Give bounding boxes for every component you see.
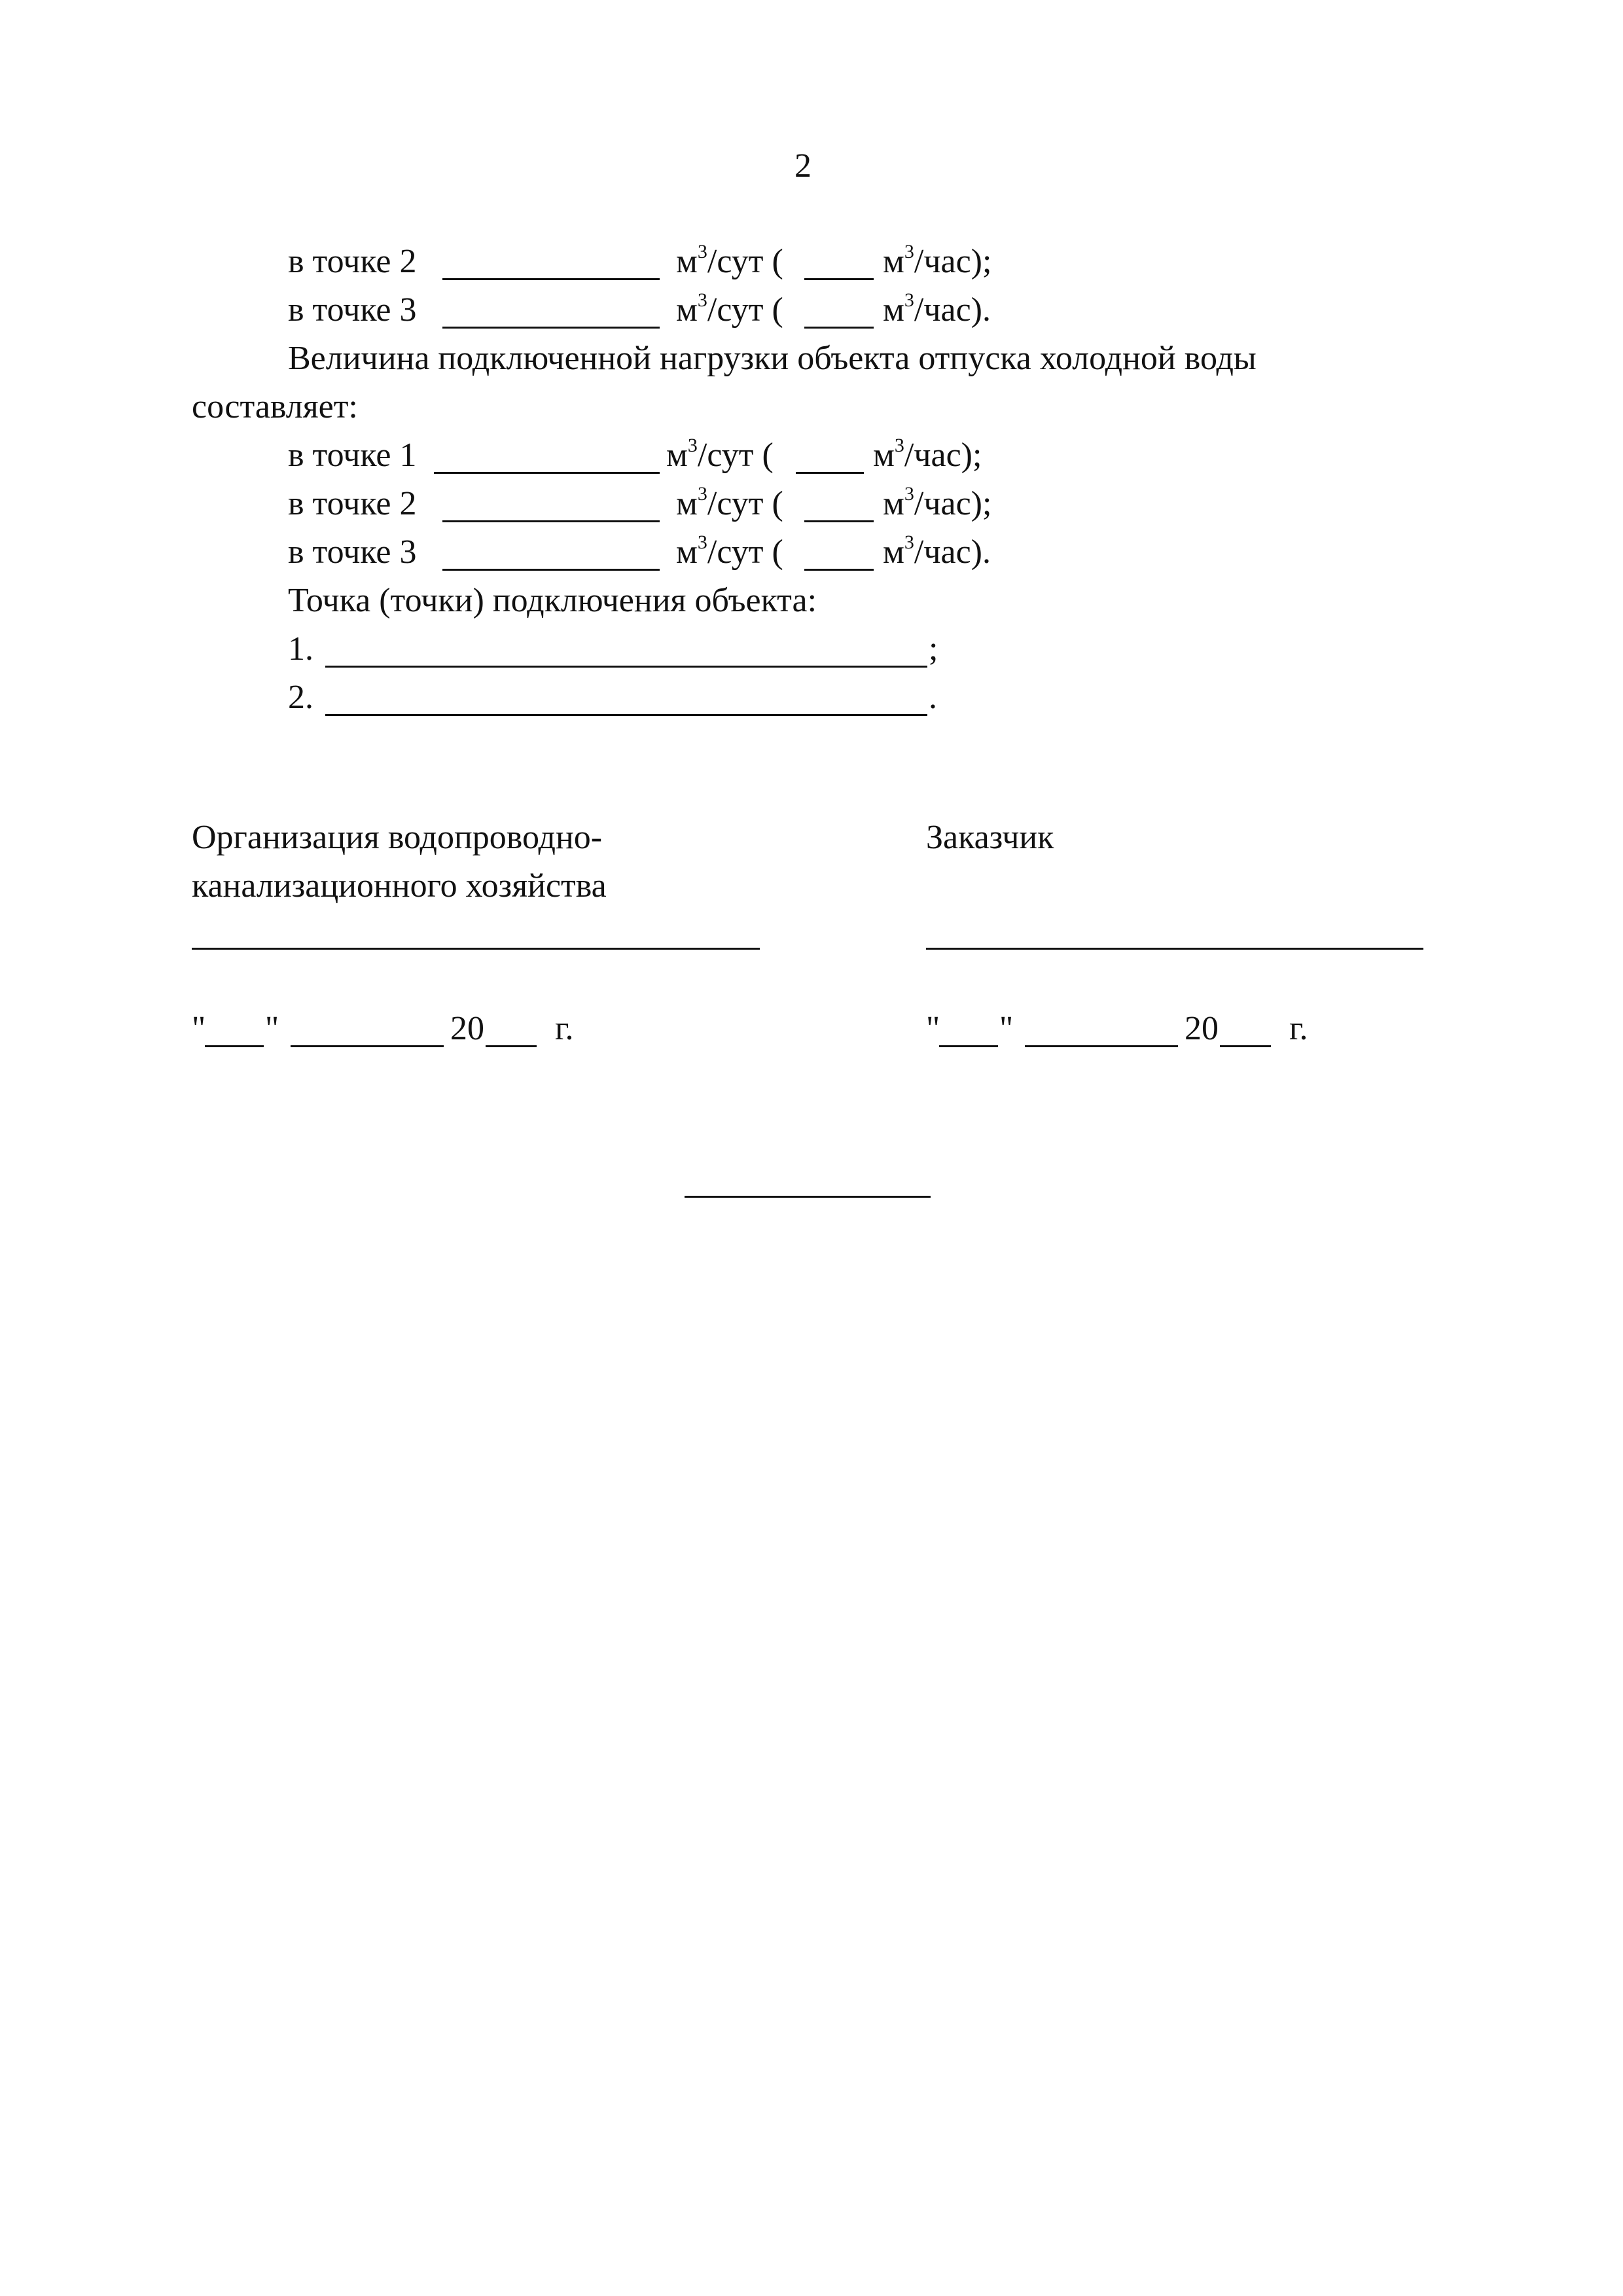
connection-point-blank[interactable]: [325, 714, 927, 716]
connection-point-end: ;: [929, 630, 938, 668]
flow-unit-hour: $м^3/час$).: [883, 289, 991, 329]
connection-point-number: 2.: [288, 679, 313, 716]
signature-left-year-prefix: 20: [450, 1010, 484, 1047]
connection-point-blank[interactable]: [325, 666, 927, 668]
load-hour-blank[interactable]: [796, 472, 864, 474]
flow-value-blank[interactable]: [442, 278, 660, 280]
load-unit-hour: $м^3/час$).: [883, 531, 991, 571]
flow-line-label: в точке 2: [288, 243, 417, 280]
signature-right-month-blank[interactable]: [1025, 1045, 1178, 1047]
signature-right-year-suffix: г.: [1289, 1010, 1308, 1047]
closing-divider: [685, 1196, 931, 1198]
load-hour-blank[interactable]: [804, 520, 874, 522]
signature-left-year-suffix: г.: [555, 1010, 574, 1047]
signature-left-quote-open: ": [192, 1010, 206, 1047]
connection-points-heading: Точка (точки) подключения объекта:: [288, 582, 817, 619]
signature-right-line[interactable]: [926, 948, 1423, 950]
signature-right-day-blank[interactable]: [939, 1045, 998, 1047]
flow-unit-hour: $м^3/час$);: [883, 241, 992, 280]
load-line-label: в точке 1: [288, 437, 417, 474]
load-unit-hour: $м^3/час$);: [883, 483, 992, 522]
signature-left-year-blank[interactable]: [486, 1045, 537, 1047]
connection-point-end: .: [929, 679, 937, 716]
flow-unit-day: $м^3$/сут (: [676, 289, 783, 329]
flow-hour-blank[interactable]: [804, 278, 874, 280]
load-value-blank[interactable]: [434, 472, 660, 474]
signature-left-quote-close: ": [265, 1010, 279, 1047]
signature-right-year-prefix: 20: [1185, 1010, 1219, 1047]
signature-left-month-blank[interactable]: [291, 1045, 444, 1047]
flow-value-blank[interactable]: [442, 327, 660, 329]
flow-unit-day: $м^3$/сут (: [676, 241, 783, 280]
load-unit-hour: $м^3/час$);: [873, 435, 982, 474]
load-unit-day: $м^3$/сут (: [666, 435, 774, 474]
connection-point-number: 1.: [288, 630, 313, 668]
signature-left-day-blank[interactable]: [205, 1045, 264, 1047]
signature-left-title-line2: канализационного хозяйства: [192, 867, 607, 905]
signature-left-title-line1: Организация водопроводно-: [192, 819, 603, 856]
load-hour-blank[interactable]: [804, 569, 874, 571]
page-number: 2: [794, 147, 812, 185]
flow-hour-blank[interactable]: [804, 327, 874, 329]
signature-right-quote-open: ": [926, 1010, 940, 1047]
load-line-label: в точке 2: [288, 485, 417, 522]
load-line-label: в точке 3: [288, 533, 417, 571]
load-paragraph-line2: составляет:: [192, 388, 358, 425]
signature-left-line[interactable]: [192, 948, 760, 950]
signature-right-title: Заказчик: [926, 819, 1054, 856]
load-value-blank[interactable]: [442, 520, 660, 522]
load-value-blank[interactable]: [442, 569, 660, 571]
load-unit-day: $м^3$/сут (: [676, 531, 783, 571]
signature-right-quote-close: ": [999, 1010, 1014, 1047]
load-unit-day: $м^3$/сут (: [676, 483, 783, 522]
signature-right-year-blank[interactable]: [1220, 1045, 1271, 1047]
load-paragraph-line1: Величина подключенной нагрузки объекта отпуска холодной воды: [288, 340, 1257, 377]
flow-line-label: в точке 3: [288, 291, 417, 329]
